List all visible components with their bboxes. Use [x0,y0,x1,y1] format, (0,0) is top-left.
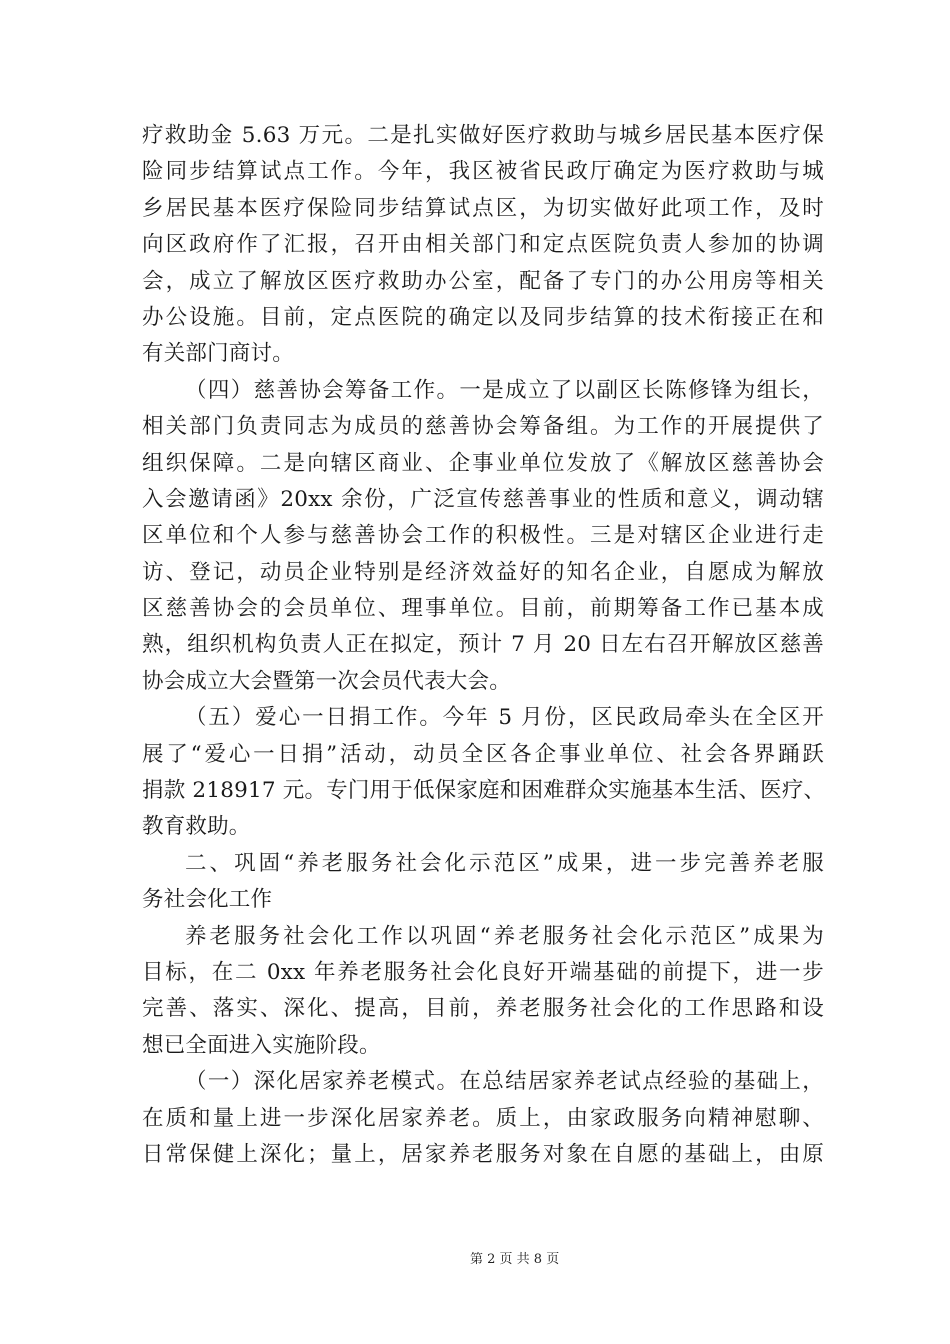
text-line: 想已全面进入实施阶段。 [142,1032,381,1058]
paragraph-start-line: （四）慈善协会筹备工作。一是成立了以副区长陈修锋为组长， [185,377,824,403]
text-line: 区单位和个人参与慈善协会工作的积极性。三是对辖区企业进行走 [142,523,824,549]
text-line: 办公设施。目前，定点医院的确定以及同步结算的技术衔接正在和 [142,304,824,330]
text-line: 教育救助。 [142,814,251,840]
text-line: 乡居民基本医疗保险同步结算试点区，为切实做好此项工作，及时 [142,195,824,221]
text-line: 日常保健上深化；量上，居家养老服务对象在自愿的基础上，由原 [142,1141,824,1167]
text-line: 会，成立了解放区医疗救助办公室，配备了专门的办公用房等相关 [142,268,824,294]
text-line: 组织保障。二是向辖区商业、企事业单位发放了《解放区慈善协会 [142,450,824,476]
paragraph-start-line: （一）深化居家养老模式。在总结居家养老试点经验的基础上， [185,1069,824,1095]
paragraph-start-line: （五）爱心一日捐工作。今年 5 月份，区民政局牵头在全区开 [185,705,824,731]
text-line: 目标，在二 0xx 年养老服务社会化良好开端基础的前提下，进一步 [142,959,824,985]
text-line: 完善、落实、深化、提高，目前，养老服务社会化的工作思路和设 [142,996,824,1022]
page-number: 第 2 页 共 8 页 [470,1252,560,1267]
text-line: 协会成立大会暨第一次会员代表大会。 [142,668,511,694]
text-line: 熟，组织机构负责人正在拟定，预计 7 月 20 日左右召开解放区慈善 [142,632,824,658]
document-body [142,118,824,1173]
text-line: 访、登记，动员企业特别是经济效益好的知名企业，自愿成为解放 [142,559,824,585]
text-line: 相关部门负责同志为成员的慈善协会筹备组。为工作的开展提供了 [142,414,824,440]
text-line: 捐款 218917 元。专门用于低保家庭和困难群众实施基本生活、医疗、 [142,778,826,804]
text-line: 有关部门商讨。 [142,341,294,367]
text-line: 入会邀请函》20xx 余份，广泛宣传慈善事业的性质和意义，调动辖 [142,486,824,512]
text-line: 区慈善协会的会员单位、理事单位。目前，前期筹备工作已基本成 [142,596,824,622]
text-line: 疗救助金 5.63 万元。二是扎实做好医疗救助与城乡居民基本医疗保 [142,123,824,148]
text-line: 在质和量上进一步深化居家养老。质上，由家政服务向精神慰聊、 [142,1105,824,1131]
paragraph-start-line: 养老服务社会化工作以巩固“养老服务社会化示范区”成果为 [185,923,824,949]
text-line: 展了“爱心一日捐”活动，动员全区各企事业单位、社会各界踊跃 [142,741,824,767]
text-line: 向区政府作了汇报，召开由相关部门和定点医院负责人参加的协调 [142,232,824,258]
section-heading-line: 务社会化工作 [142,887,273,913]
section-heading-line: 二、巩固“养老服务社会化示范区”成果，进一步完善养老服 [185,850,824,876]
text-line: 险同步结算试点工作。今年，我区被省民政厅确定为医疗救助与城 [142,159,824,185]
